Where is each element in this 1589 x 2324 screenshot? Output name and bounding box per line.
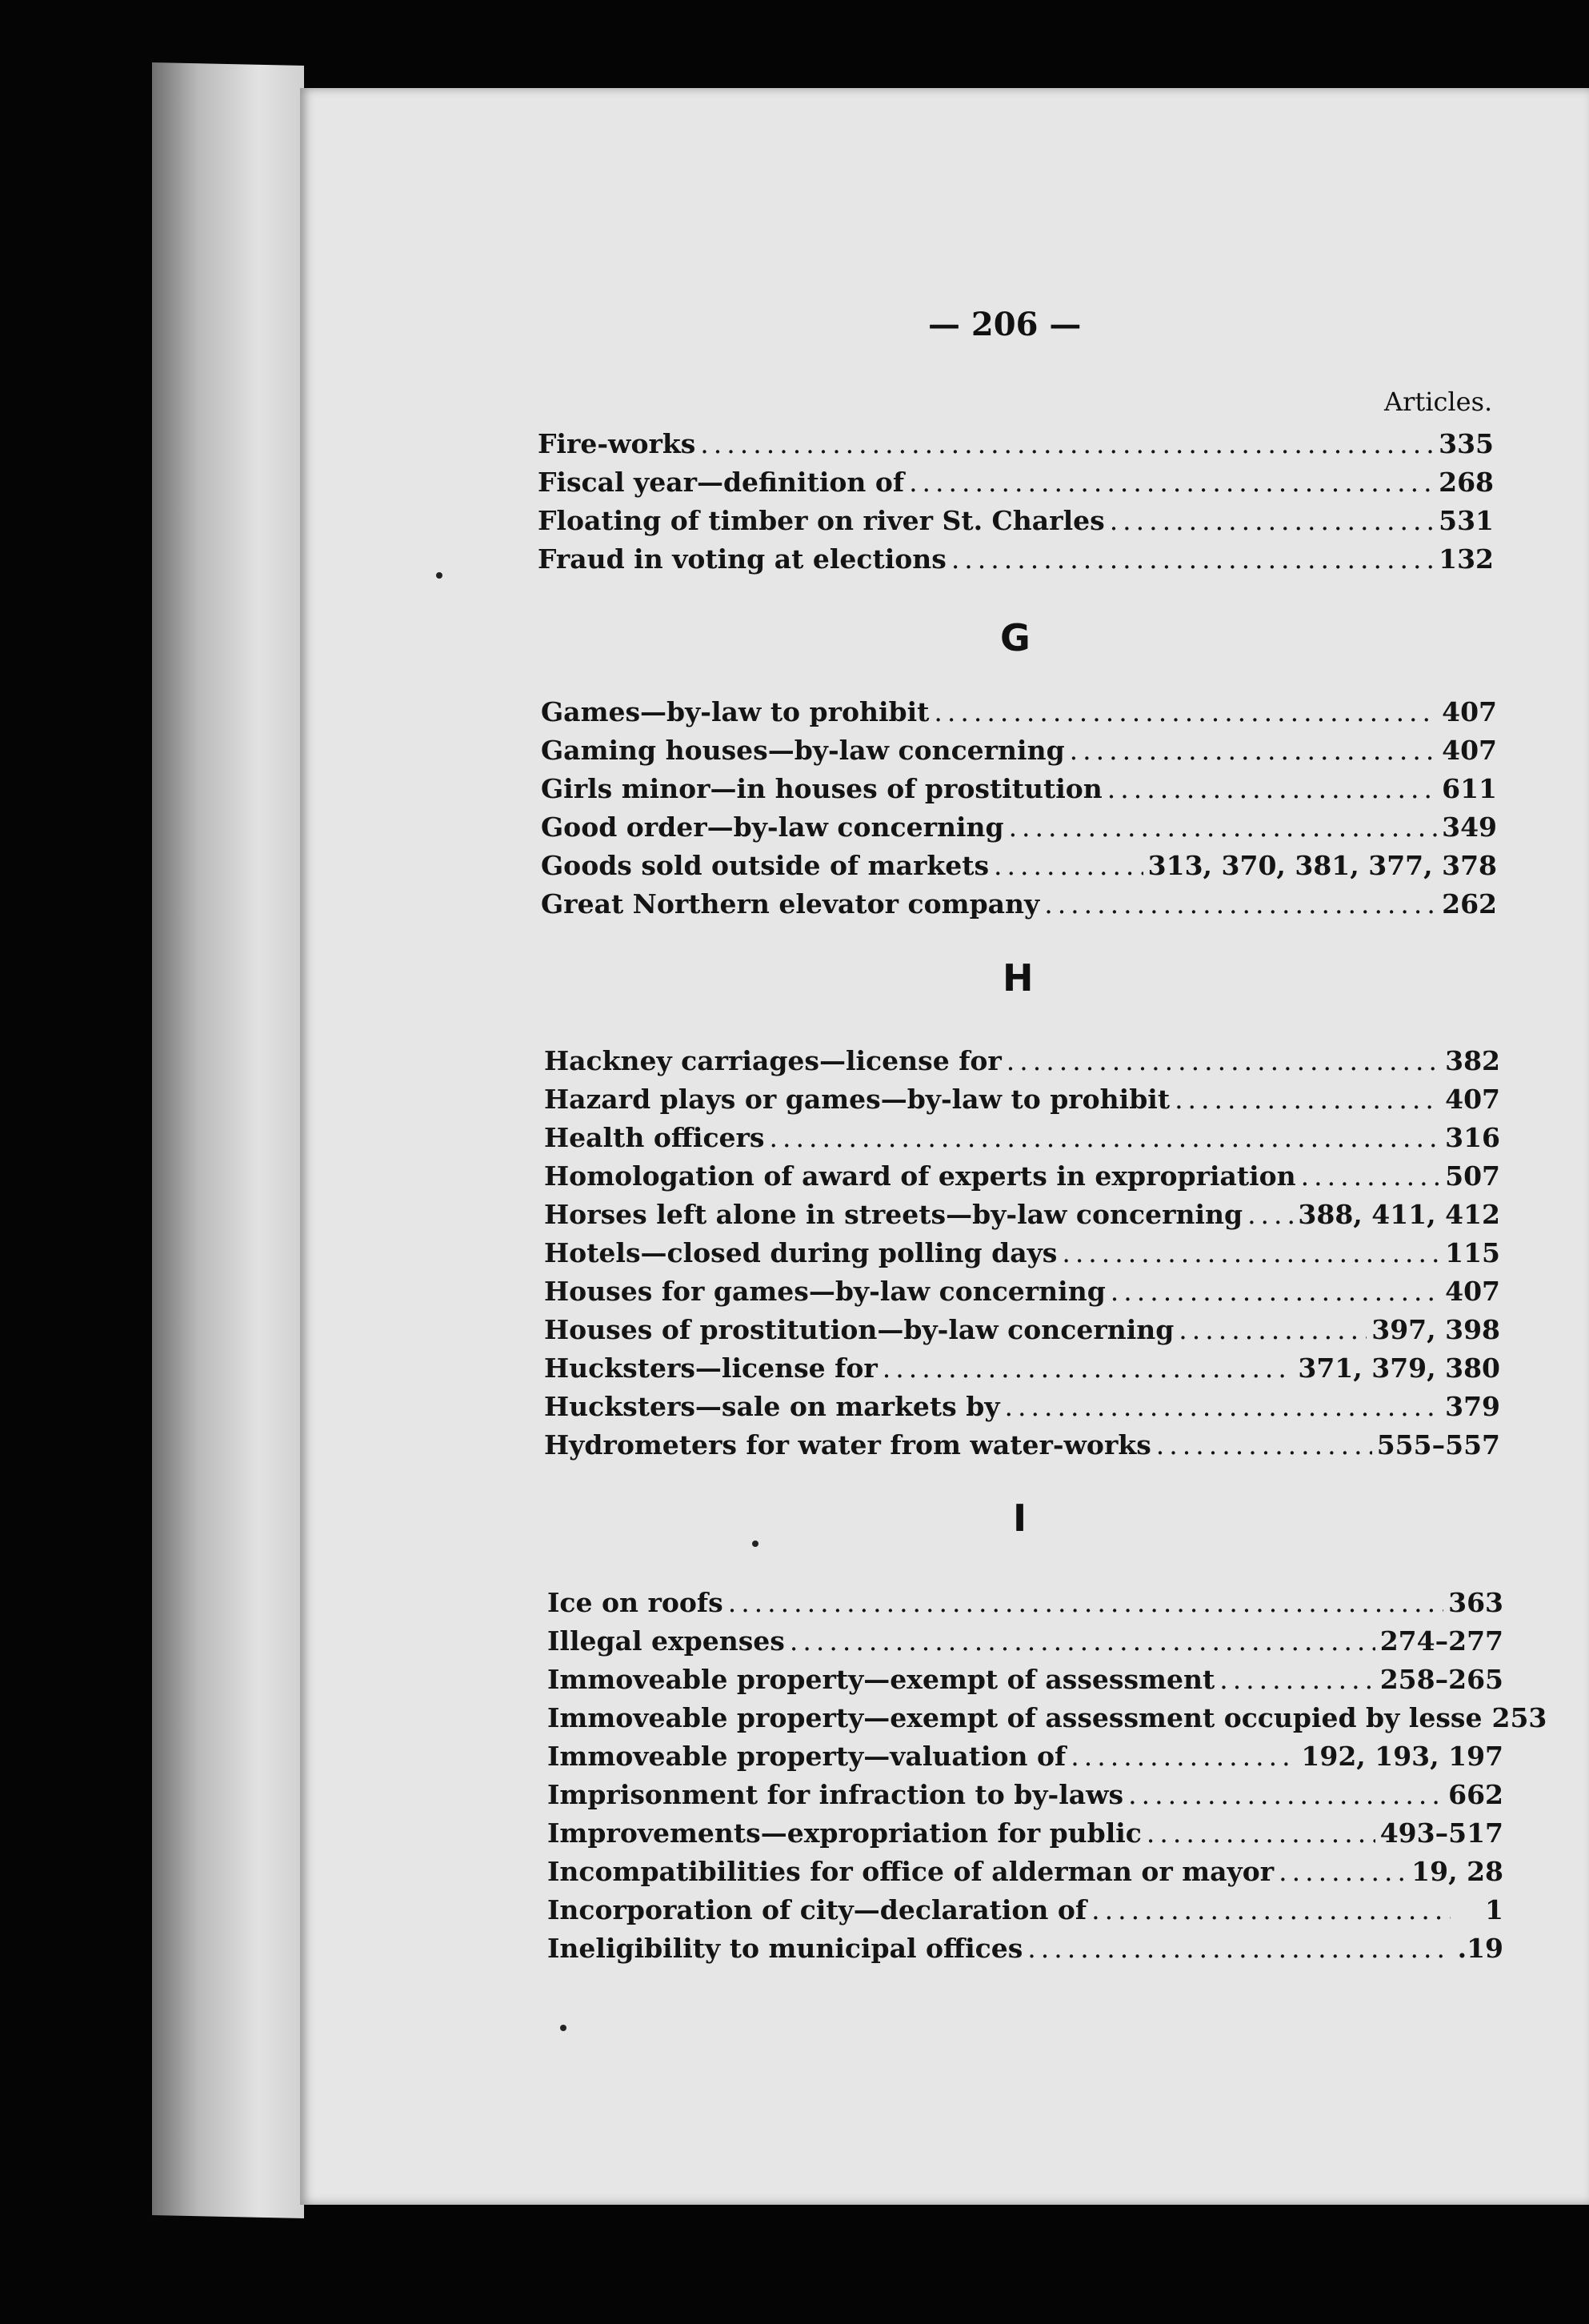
entry-label: Immoveable property—exempt of assessment occupied by lesse [547,1702,1483,1733]
entry-label: Games—by-law to prohibit [541,696,930,727]
entry-label: Immoveable property—exempt of assessment [547,1664,1215,1695]
index-entry [541,735,1497,771]
entry-label: Good order—by-law concerning [541,811,1004,843]
index-entry [538,467,1494,503]
entry-ref: 507 [1445,1160,1500,1192]
entry-label: Girls minor—in houses of prostitution [541,773,1103,804]
entry-label: Gaming houses—by-law concerning [541,735,1065,766]
index-entry [538,543,1494,580]
entry-ref: 335 [1439,428,1494,459]
index-entry [544,1084,1500,1120]
index-entry [547,1779,1503,1816]
entry-label: Floating of timber on river St. Charles [538,505,1105,536]
entry-ref: 19, 28 [1411,1856,1503,1887]
index-entry [547,1933,1503,1969]
section-letter-h: H [1003,956,1034,1000]
index-entry [544,1045,1500,1082]
entry-label: Houses of prostitution—by-law concerning [544,1314,1175,1345]
index-entry [547,1664,1503,1701]
index-entry [547,1894,1503,1931]
index-entry [547,1741,1503,1777]
entry-label: Hackney carriages—license for [544,1045,1002,1076]
page-number: — 206 — [928,306,1082,343]
entry-label: Homologation of award of experts in expropriation [544,1160,1296,1192]
entry-label: Hucksters—license for [544,1352,878,1384]
index-entry [544,1429,1500,1466]
entry-ref: 407 [1445,1084,1500,1115]
entry-ref: 253 [1491,1702,1547,1733]
entry-ref: 382 [1445,1045,1500,1076]
index-entry [541,773,1497,810]
entry-ref: 407 [1442,696,1497,727]
entry-label: Great Northern elevator company [541,888,1040,920]
index-entry [547,1702,1547,1739]
index-entry [547,1856,1503,1893]
entry-label: Fire-works [538,428,696,459]
entry-ref: 662 [1448,1779,1503,1810]
entry-ref: 115 [1445,1237,1500,1268]
entry-ref: 379 [1445,1391,1500,1422]
entry-label: Goods sold outside of markets [541,850,990,881]
index-entry [544,1199,1500,1236]
entry-ref: 397, 398 [1371,1314,1500,1345]
entry-label: Hazard plays or games—by-law to prohibit [544,1084,1171,1115]
entry-ref: 363 [1448,1587,1503,1618]
entry-ref: 371, 379, 380 [1298,1352,1500,1384]
entry-label: Incorporation of city—declaration of [547,1894,1087,1925]
index-entry [538,428,1494,465]
section-letter-g: G [1000,616,1031,659]
index-entry [541,696,1497,733]
entry-label: Health officers [544,1122,765,1153]
entry-ref: 1 [1485,1894,1503,1925]
index-entry [544,1391,1500,1428]
articles-column-heading: Articles. [1384,387,1493,417]
entry-ref: 555–557 [1376,1429,1500,1461]
entry-ref: 262 [1442,888,1497,920]
entry-ref: .19 [1457,1933,1503,1964]
entry-label: Improvements—expropriation for public [547,1817,1142,1849]
entry-ref: 388, 411, 412 [1298,1199,1500,1230]
ink-speck [752,1541,758,1547]
entry-ref: 268 [1439,467,1494,498]
entry-label: Fiscal year—definition of [538,467,905,498]
entry-label: Hucksters—sale on markets by [544,1391,1000,1422]
book-page-edges [152,62,304,2218]
entry-ref: 531 [1439,505,1494,536]
index-entry [547,1817,1503,1854]
entry-label: Fraud in voting at elections [538,543,947,575]
entry-ref: 274–277 [1379,1625,1503,1657]
entry-label: Ineligibility to municipal offices [547,1933,1023,1964]
entry-label: Hotels—closed during polling days [544,1237,1058,1268]
section-letter-i: I [1013,1497,1027,1540]
index-entry [541,811,1497,848]
index-entry [544,1276,1500,1312]
entry-ref: 407 [1442,735,1497,766]
index-entry [547,1587,1503,1624]
entry-ref: 407 [1445,1276,1500,1307]
index-entry [544,1314,1500,1351]
index-entry [547,1625,1503,1662]
entry-label: Incompatibilities for office of alderman or mayor [547,1856,1275,1887]
ink-speck [436,572,442,579]
entry-label: Imprisonment for infraction to by-laws [547,1779,1124,1810]
entry-ref: 258–265 [1379,1664,1503,1695]
entry-label: Horses left alone in streets—by-law concerning [544,1199,1243,1230]
index-entry [541,850,1497,887]
entry-label: Immoveable property—valuation of [547,1741,1067,1772]
entry-ref: 349 [1442,811,1497,843]
index-entry [544,1237,1500,1274]
entry-ref: 313, 370, 381, 377, 378 [1147,850,1497,881]
entry-ref: 316 [1445,1122,1500,1153]
entry-label: Illegal expenses [547,1625,785,1657]
entry-label: Hydrometers for water from water-works [544,1429,1151,1461]
index-entry [538,505,1494,542]
entry-ref: 611 [1442,773,1497,804]
entry-label: Houses for games—by-law concerning [544,1276,1106,1307]
entry-ref: 132 [1439,543,1494,575]
ink-speck [560,2025,566,2031]
entry-ref: 192, 193, 197 [1301,1741,1503,1772]
index-entry [541,888,1497,925]
index-entry [544,1122,1500,1159]
index-entry [544,1160,1500,1197]
entry-label: Ice on roofs [547,1587,723,1618]
entry-ref: 493–517 [1379,1817,1503,1849]
index-entry [544,1352,1500,1389]
